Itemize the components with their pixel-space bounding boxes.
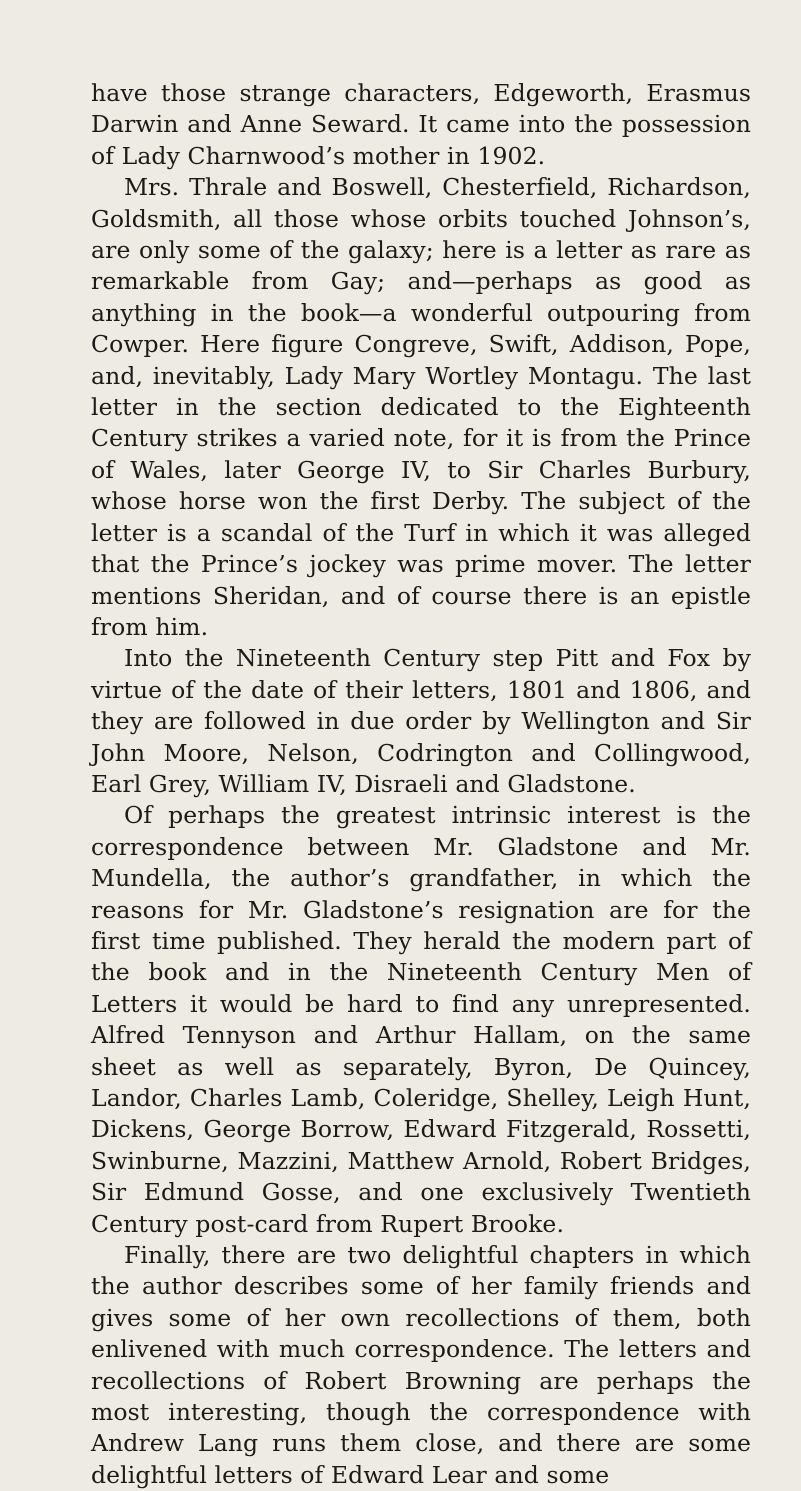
paragraph-nineteenth-century: Into the Nineteenth Century step Pitt and Fox by virtue of the date of their letters, 1801 and 1806, and they are followed in due order by Wellington and Sir John Moore, Nelson, Codrington and Collingwood, Earl Grey, William IV, Disraeli and Gladstone. (91, 644, 751, 798)
paragraph-continued: have those strange characters, Edgeworth, Erasmus Darwin and Anne Seward. It came into the possession of Lady Charnwood’s mother in 1902. (91, 79, 751, 170)
paragraph-eighteenth-century: Mrs. Thrale and Boswell, Chesterfield, Richardson, Goldsmith, all those whose orbits touched Johnson’s, are only some of the galaxy; here is a letter as rare as remarkable from Gay; and—perhaps as good as anything in the book—a wonderful outpouring from Cowper. Here figure Congreve, Swift, Addison, Pope, and, inevitably, Lady Mary Wortley Montagu. The last letter in the section dedicated to the Eighteenth Century strikes a varied note, for it is from the Prince of Wales, later George IV, to Sir Charles Burbury, whose horse won the first Derby. The subject of the letter is a scandal of the Turf in which it was alleged that the Prince’s jockey was prime mover. The letter mentions Sheridan, and of course there is an epistle from him. (91, 173, 751, 641)
paragraph-family-friends: Finally, there are two delightful chapters in which the author describes some of her family friends and gives some of her own recollections of them, both enlivened with much correspondence. The letters and recollections of Robert Browning are perhaps the most interesting, though the correspondence with Andrew Lang runs them close, and there are some delightful letters of Edward Lear and some (91, 1241, 751, 1489)
paragraph-gladstone-mundella: Of perhaps the greatest intrinsic interest is the correspondence between Mr. Gladstone and Mr. Mundella, the author’s grandfather, in which the reasons for Mr. Gladstone’s resignation are for the first time published. They herald the modern part of the book and in the Nineteenth Century Men of Letters it would be hard to find any unrepresented. Alfred Tennyson and Arthur Hallam, on the same sheet as well as separately, Byron, De Quincey, Landor, Charles Lamb, Coleridge, Shelley, Leigh Hunt, Dickens, George Borrow, Edward Fitzgerald, Rossetti, Swinburne, Mazzini, Matthew Arnold, Robert Bridges, Sir Edmund Gosse, and one exclusively Twentieth Century post-card from Rupert Brooke. (91, 801, 751, 1238)
book-page-text (91, 78, 751, 1491)
